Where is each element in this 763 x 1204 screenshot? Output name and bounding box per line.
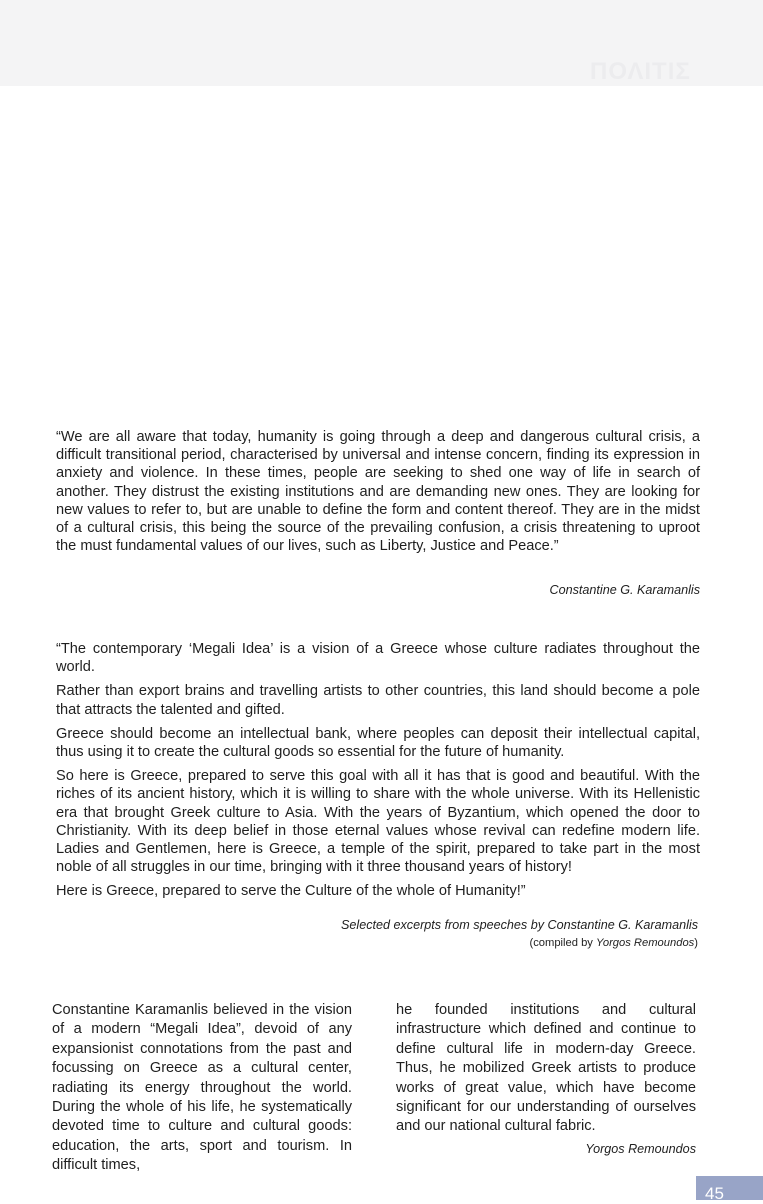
quote-paragraph: Rather than export brains and travelling artists to other countries, this land should become a pole that attracts the talented and gifted. <box>56 683 700 718</box>
body-column-left: Constantine Karamanlis believed in the vision of a modern “Megali Idea”, devoid of any expansionist connotations from the past and focussing on Greece as a cultural center, radiating its energy throughout the world. During the whole of his life, he systematically devoted time to culture and cultural goods: education, the arts, sport and tourism. In difficult times, <box>52 1002 352 1174</box>
quote-crisis-attribution: Constantine G. Karamanlis <box>549 583 700 597</box>
quote-paragraph: Greece should become an intellectual bank, where peoples can deposit their intellectual capital, thus using it to create the cultural goods so essential for the future of humanity. <box>56 725 700 761</box>
body-column-right: he founded institutions and cultural infrastructure which defined and continue to define cultural life in modern-day Greece. Thus, he mobilized Greek artists to produce works of great value, which have become significant for our understanding of ourselves and our national cultural fabric. <box>396 1002 696 1135</box>
image-placeholder-area <box>0 86 763 376</box>
compiled-prefix: (compiled by <box>529 937 596 949</box>
page-number: 45 <box>705 1184 724 1203</box>
faded-header-text: ΠΟΛΙΤΙΣ <box>590 58 691 85</box>
quote-paragraph: Here is Greece, prepared to serve the Culture of the whole of Humanity!” <box>56 883 526 900</box>
quote-megali-idea <box>56 640 700 907</box>
compiled-suffix: ) <box>694 937 698 949</box>
quote-crisis: “We are all aware that today, humanity is going through a deep and dangerous cultural crisis, a difficult transitional period, characterised by universal and intense concern, finding its expression in anxiety and violence. In these times, people are seeking to shed one way of life in search of another. They distrust the existing institutions and are demanding new ones. They are looking for new values to refer to, but are unable to define the form and content thereof. They are in the midst of a cultural crisis, this being the source of the prevailing confusion, a crisis threatening to uproot the must fundamental values of our lives, such as Liberty, Justice and Peace.” <box>56 429 700 555</box>
quote-megali-idea-attribution: Selected excerpts from speeches by Constantine G. Karamanlis <box>341 918 698 932</box>
quote-paragraph: “The contemporary ‘Megali Idea’ is a vision of a Greece whose culture radiates throughout the world. <box>56 641 700 676</box>
author-signature: Yorgos Remoundos <box>585 1142 696 1156</box>
compiler-name: Yorgos Remoundos <box>596 937 695 949</box>
quote-paragraph: So here is Greece, prepared to serve this goal with all it has that is good and beautiful. With the riches of its ancient history, which it is willing to share with the whole universe. With its Hellenistic era that brought Greek culture to Asia. With the years of Byzantium, which opened the door to Christianity. With its deep belief in those eternal values whose revival can redefine modern life. Ladies and Gentlemen, here is Greece, a temple of the spirit, prepared to take part in the most noble of all struggles in our time, bringing with it three thousand years of history! <box>56 768 700 876</box>
compiled-by-note <box>250 937 698 949</box>
